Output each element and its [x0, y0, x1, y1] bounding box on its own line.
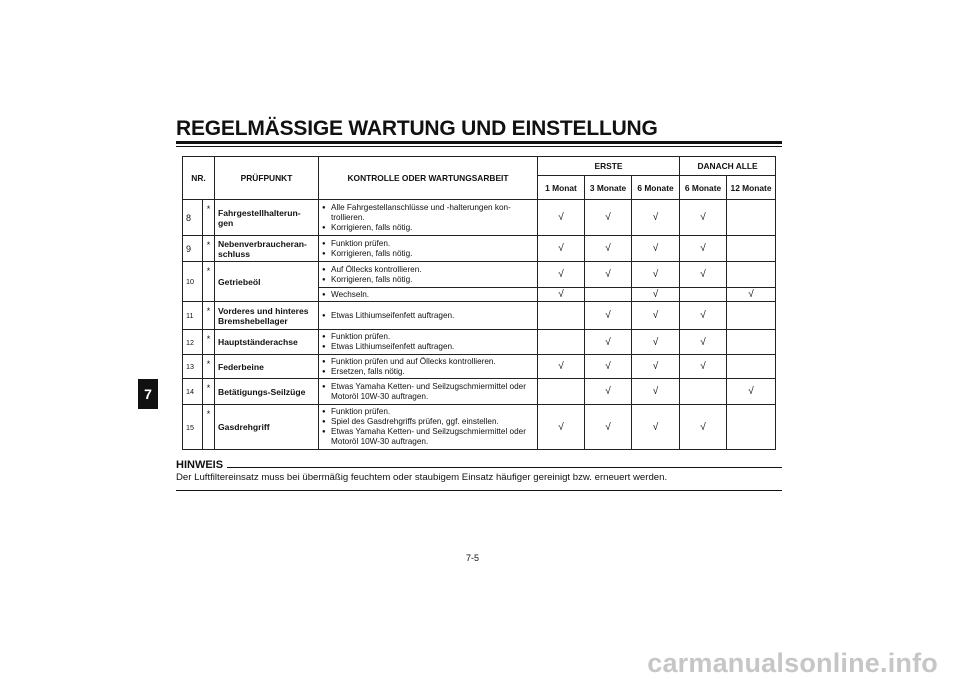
- row-tasks: [319, 330, 538, 355]
- hinweis-rule: [227, 467, 782, 468]
- row-nr: 9: [183, 236, 203, 262]
- interval-cell: [585, 288, 632, 302]
- interval-cell: √: [680, 405, 727, 450]
- interval-cell: √: [538, 405, 585, 450]
- interval-cell: [680, 288, 727, 302]
- interval-cell: √: [538, 236, 585, 262]
- task-item: ● Spiel des Gasdrehgriffs prüfen, ggf. einstellen.: [322, 417, 534, 427]
- header-1-monat: 1 Monat: [538, 176, 585, 200]
- row-tasks: [319, 262, 538, 288]
- interval-cell: √: [632, 236, 680, 262]
- task-item: ● Funktion prüfen.: [322, 332, 534, 342]
- task-item: ● Etwas Lithiumseifenfett auftragen.: [322, 342, 534, 352]
- hinweis-label: HINWEIS: [176, 459, 224, 471]
- interval-cell: √: [632, 355, 680, 379]
- header-kontrolle: KONTROLLE ODER WARTUNGSARBEIT: [319, 157, 538, 200]
- interval-cell: [727, 405, 776, 450]
- interval-cell: √: [585, 355, 632, 379]
- interval-cell: √: [680, 355, 727, 379]
- task-item: ● Korrigieren, falls nötig.: [322, 223, 534, 233]
- interval-cell: √: [585, 262, 632, 288]
- interval-cell: √: [632, 379, 680, 405]
- interval-cell: [727, 330, 776, 355]
- hinweis-text: Der Luftfiltereinsatz muss bei übermäßig feuchtem oder staubigem Einsatz häufiger gereinigt bzw. erneuert werden.: [176, 472, 668, 483]
- title-underline-thin: [176, 146, 782, 147]
- watermark: carmanualsonline.info: [647, 648, 938, 678]
- chapter-tab: 7: [138, 379, 158, 409]
- table-row: [183, 236, 776, 262]
- task-item: ● Etwas Yamaha Ketten- und Seilzugschmiermittel oder Motoröl 10W-30 auftragen.: [322, 382, 534, 402]
- row-asterisk: *: [203, 262, 215, 302]
- interval-cell: √: [680, 262, 727, 288]
- task-item: ● Funktion prüfen.: [322, 407, 534, 417]
- interval-cell: √: [680, 302, 727, 330]
- row-asterisk: *: [203, 379, 215, 405]
- task-item: ● Korrigieren, falls nötig.: [322, 275, 534, 285]
- header-12-monate: 12 Monate: [727, 176, 776, 200]
- interval-cell: √: [680, 200, 727, 236]
- row-tasks: [319, 405, 538, 450]
- maintenance-table: [182, 156, 776, 450]
- row-asterisk: *: [203, 236, 215, 262]
- header-danach-alle: DANACH ALLE: [680, 157, 776, 176]
- header-erste: ERSTE: [538, 157, 680, 176]
- row-item: Gasdrehgriff: [215, 405, 319, 450]
- header-pruefpunkt: PRÜFPUNKT: [215, 157, 319, 200]
- row-nr: 12: [183, 330, 203, 355]
- header-6-monate: 6 Monate: [632, 176, 680, 200]
- row-nr: 13: [183, 355, 203, 379]
- interval-cell: √: [632, 302, 680, 330]
- title-underline: [176, 141, 782, 144]
- interval-cell: [538, 302, 585, 330]
- interval-cell: [538, 379, 585, 405]
- row-item: Fahrgestellhalterun-gen: [215, 200, 319, 236]
- task-item: ● Ersetzen, falls nötig.: [322, 367, 534, 377]
- interval-cell: √: [585, 200, 632, 236]
- interval-cell: √: [632, 405, 680, 450]
- interval-cell: [727, 236, 776, 262]
- row-item: Vorderes und hinteres Bremshebellager: [215, 302, 319, 330]
- task-item: ● Funktion prüfen und auf Öllecks kontrollieren.: [322, 357, 534, 367]
- row-item: Betätigungs-Seilzüge: [215, 379, 319, 405]
- interval-cell: [680, 379, 727, 405]
- interval-cell: [727, 200, 776, 236]
- interval-cell: [727, 355, 776, 379]
- interval-cell: [727, 302, 776, 330]
- table-row: [183, 379, 776, 405]
- page-title: REGELMÄSSIGE WARTUNG UND EINSTELLUNG: [176, 117, 658, 140]
- row-tasks: [319, 288, 538, 302]
- page-number: 7-5: [466, 553, 480, 563]
- hinweis-bottom-rule: [176, 490, 782, 491]
- interval-cell: √: [585, 236, 632, 262]
- row-item: Getriebeöl: [215, 262, 319, 302]
- row-tasks: [319, 236, 538, 262]
- interval-cell: [538, 330, 585, 355]
- row-tasks: [319, 200, 538, 236]
- interval-cell: √: [632, 330, 680, 355]
- header-6-monate-danach: 6 Monate: [680, 176, 727, 200]
- table-row: [183, 330, 776, 355]
- task-item: ● Etwas Lithiumseifenfett auftragen.: [322, 311, 534, 321]
- row-asterisk: *: [203, 302, 215, 330]
- task-item: ● Korrigieren, falls nötig.: [322, 249, 534, 259]
- row-tasks: [319, 355, 538, 379]
- row-item: Hauptständerachse: [215, 330, 319, 355]
- task-item: ● Etwas Yamaha Ketten- und Seilzugschmiermittel oder Motoröl 10W-30 auftragen.: [322, 427, 534, 447]
- interval-cell: √: [585, 302, 632, 330]
- task-item: ● Alle Fahrgestellanschlüsse und -halterungen kon-trollieren.: [322, 203, 534, 223]
- interval-cell: √: [680, 236, 727, 262]
- interval-cell: √: [585, 379, 632, 405]
- row-asterisk: *: [203, 330, 215, 355]
- interval-cell: √: [538, 355, 585, 379]
- interval-cell: √: [585, 330, 632, 355]
- header-nr: NR.: [183, 157, 215, 200]
- row-nr: 15: [183, 405, 203, 450]
- table-row: [183, 200, 776, 236]
- row-item: Nebenverbraucheran-schluss: [215, 236, 319, 262]
- row-nr: 14: [183, 379, 203, 405]
- interval-cell: √: [632, 288, 680, 302]
- table-row: [183, 355, 776, 379]
- interval-cell: √: [538, 200, 585, 236]
- row-item: Federbeine: [215, 355, 319, 379]
- interval-cell: √: [680, 330, 727, 355]
- interval-cell: √: [585, 405, 632, 450]
- interval-cell: √: [538, 288, 585, 302]
- task-item: ● Wechseln.: [322, 290, 534, 300]
- row-asterisk: *: [203, 405, 215, 450]
- interval-cell: √: [632, 200, 680, 236]
- interval-cell: √: [538, 262, 585, 288]
- table-body: [183, 200, 776, 450]
- row-tasks: [319, 302, 538, 330]
- row-nr: 8: [183, 200, 203, 236]
- header-3-monate: 3 Monate: [585, 176, 632, 200]
- row-tasks: [319, 379, 538, 405]
- row-asterisk: *: [203, 355, 215, 379]
- table-row: [183, 405, 776, 450]
- table-row: [183, 262, 776, 288]
- interval-cell: [727, 262, 776, 288]
- table-row: [183, 302, 776, 330]
- interval-cell: √: [727, 379, 776, 405]
- task-item: ● Funktion prüfen.: [322, 239, 534, 249]
- interval-cell: √: [727, 288, 776, 302]
- row-nr: 11: [183, 302, 203, 330]
- row-asterisk: *: [203, 200, 215, 236]
- row-nr: 10: [183, 262, 203, 302]
- interval-cell: √: [632, 262, 680, 288]
- task-item: ● Auf Öllecks kontrollieren.: [322, 265, 534, 275]
